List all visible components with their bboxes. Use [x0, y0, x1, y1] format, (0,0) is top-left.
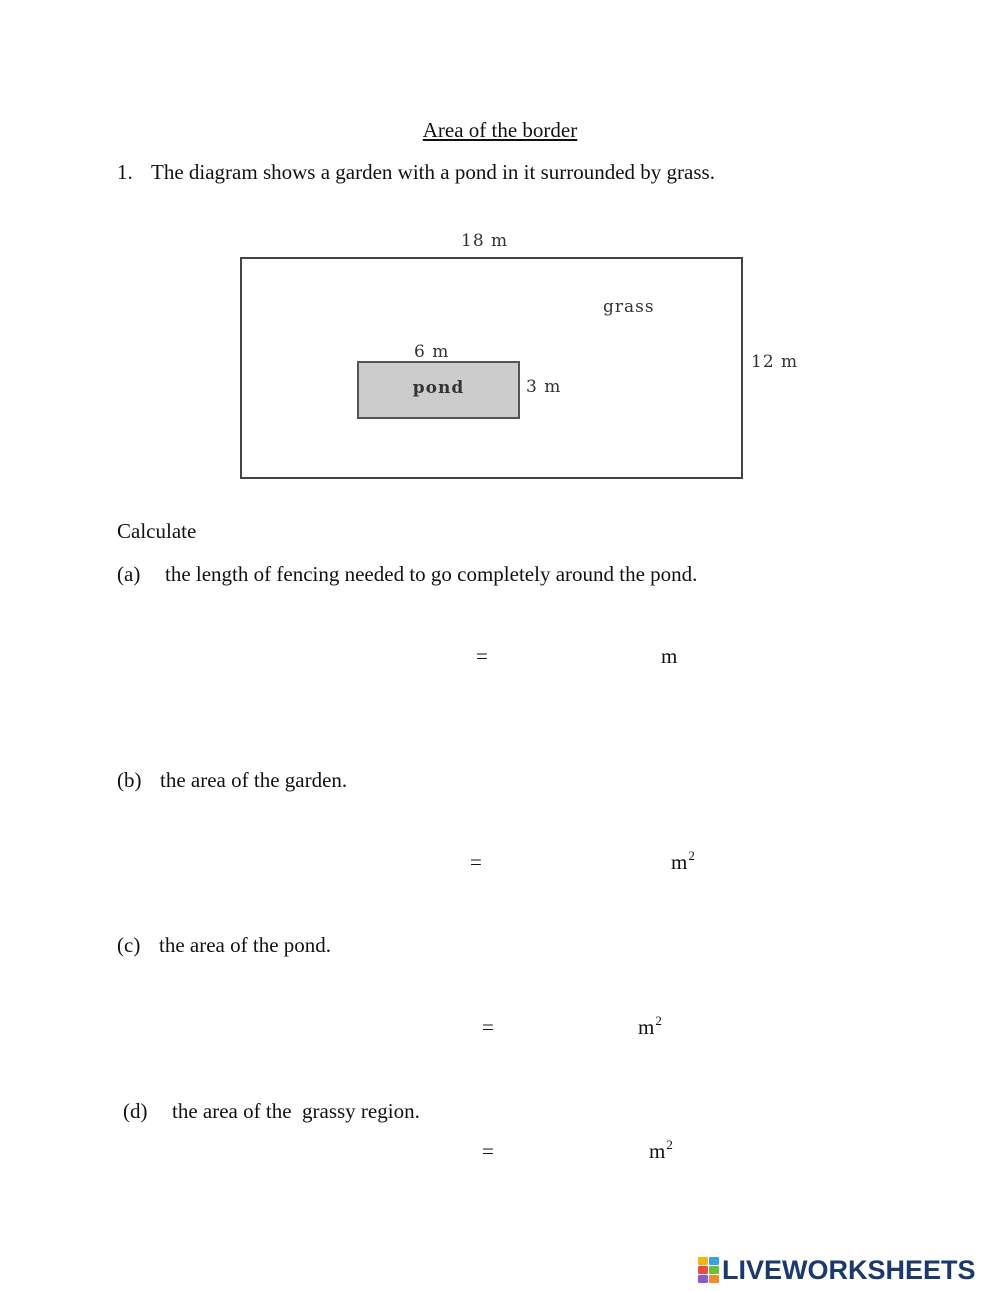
garden-length-label: 18 m	[461, 231, 509, 251]
unit-superscript: 2	[666, 1137, 673, 1152]
part-c-text: the area of the pond.	[159, 933, 332, 957]
question-number: 1.	[117, 160, 133, 184]
calculate-label: Calculate	[117, 519, 197, 543]
logo-tile	[709, 1275, 719, 1283]
logo-tile	[698, 1257, 708, 1265]
pond-label: pond	[412, 378, 465, 398]
part-a-unit	[661, 644, 678, 671]
unit-text: m	[649, 1139, 666, 1163]
grass-label: grass	[603, 297, 655, 317]
part-b-equals: =	[470, 850, 482, 874]
part-c-label: (c)	[117, 933, 141, 957]
part-c-equals: =	[482, 1015, 494, 1039]
garden-width-label: 12 m	[751, 352, 799, 372]
part-b-unit	[671, 850, 695, 877]
logo-tile	[709, 1266, 719, 1274]
question-text: The diagram shows a garden with a pond in it surrounded by grass.	[151, 160, 715, 184]
part-d-label: (d)	[123, 1099, 148, 1123]
part-a-text: the length of fencing needed to go completely around the pond.	[165, 562, 698, 586]
unit-text: m	[638, 1015, 655, 1039]
unit-text: m	[661, 644, 678, 668]
part-d-unit	[649, 1139, 673, 1166]
part-a-label: (a)	[117, 562, 141, 586]
part-a-equals: =	[476, 644, 488, 668]
unit-superscript: 2	[655, 1013, 662, 1028]
unit-text: m	[671, 850, 688, 874]
part-d-text: the area of the grassy region.	[172, 1099, 420, 1123]
liveworksheets-logo[interactable]	[698, 1255, 976, 1285]
part-b-text: the area of the garden.	[160, 768, 348, 792]
worksheet-title: Area of the border	[422, 118, 578, 142]
logo-text: LIVEWORKSHEETS	[722, 1254, 976, 1285]
part-c-unit	[638, 1015, 662, 1042]
unit-superscript: 2	[688, 848, 695, 863]
logo-blocks-icon	[698, 1257, 719, 1283]
logo-tile	[698, 1275, 708, 1283]
logo-tile	[709, 1257, 719, 1265]
part-d-equals: =	[482, 1139, 494, 1163]
part-b-label: (b)	[117, 768, 142, 792]
logo-tile	[698, 1266, 708, 1274]
pond-length-label: 6 m	[414, 342, 450, 362]
pond-width-label: 3 m	[526, 377, 562, 397]
